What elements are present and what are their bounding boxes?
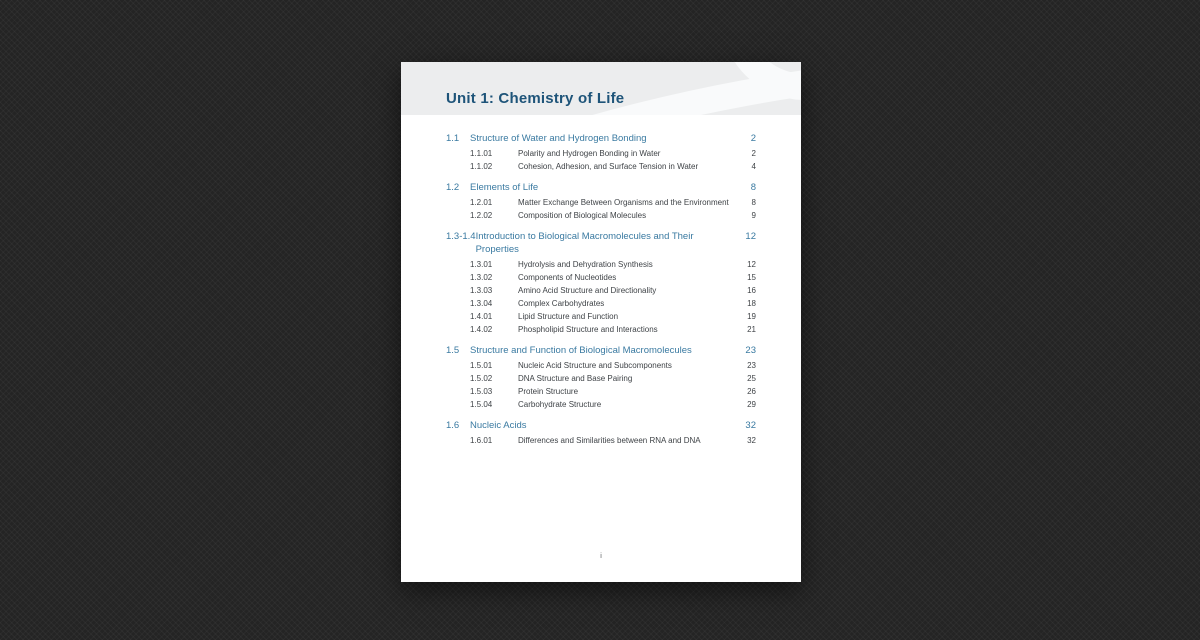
item-page: 4 (751, 162, 756, 171)
section-items (446, 258, 756, 336)
toc-item-row[interactable] (446, 284, 756, 297)
item-page: 2 (751, 149, 756, 158)
toc-item-row[interactable] (446, 323, 756, 336)
toc-section-row[interactable] (446, 181, 756, 194)
item-page: 8 (751, 198, 756, 207)
unit-title: Unit 1: Chemistry of Life (446, 90, 625, 107)
item-number: 1.1.02 (470, 162, 493, 171)
item-number: 1.5.03 (470, 387, 493, 396)
toc-item-row[interactable] (446, 271, 756, 284)
toc-section-group (446, 181, 756, 222)
toc-item-row[interactable] (446, 297, 756, 310)
toc-item-row[interactable] (446, 398, 756, 411)
section-title: Elements of Life (470, 182, 539, 193)
item-number: 1.2.02 (470, 211, 493, 220)
toc-item-row[interactable] (446, 258, 756, 271)
toc-section-row[interactable] (446, 344, 756, 357)
item-number: 1.5.01 (470, 361, 493, 370)
item-page: 16 (747, 286, 756, 295)
section-title: Structure and Function of Biological Macromolecules (470, 345, 692, 356)
item-number: 1.3.03 (470, 286, 493, 295)
item-number: 1.1.01 (470, 149, 493, 158)
section-items (446, 434, 756, 447)
toc-item-row[interactable] (446, 209, 756, 222)
toc-section-group (446, 230, 756, 336)
toc-item-row[interactable] (446, 160, 756, 173)
section-title: Nucleic Acids (470, 420, 527, 431)
item-title: Phospholipid Structure and Interactions (518, 325, 658, 334)
section-page: 2 (750, 133, 756, 144)
item-title: Composition of Biological Molecules (518, 211, 647, 220)
item-page: 29 (747, 400, 756, 409)
toc-section-group (446, 419, 756, 447)
item-number: 1.4.01 (470, 312, 493, 321)
section-title: Structure of Water and Hydrogen Bonding (470, 133, 647, 144)
section-page: 23 (745, 345, 756, 356)
item-page: 19 (747, 312, 756, 321)
item-title: Matter Exchange Between Organisms and the Environment (518, 198, 729, 207)
item-title: Hydrolysis and Dehydration Synthesis (518, 260, 653, 269)
section-page: 12 (745, 231, 756, 242)
item-title: Lipid Structure and Function (518, 312, 619, 321)
toc-item-row[interactable] (446, 310, 756, 323)
item-page: 18 (747, 299, 756, 308)
item-number: 1.2.01 (470, 198, 493, 207)
section-number: 1.2 (446, 182, 460, 193)
item-number: 1.4.02 (470, 325, 493, 334)
item-number: 1.3.04 (470, 299, 493, 308)
toc-section-group (446, 344, 756, 411)
item-title: Polarity and Hydrogen Bonding in Water (518, 149, 661, 158)
item-number: 1.3.01 (470, 260, 493, 269)
toc-item-row[interactable] (446, 434, 756, 447)
item-title: Amino Acid Structure and Directionality (518, 286, 657, 295)
section-page: 8 (750, 182, 756, 193)
item-number: 1.5.02 (470, 374, 493, 383)
item-title: Complex Carbohydrates (518, 299, 605, 308)
item-number: 1.5.04 (470, 400, 493, 409)
item-page: 23 (747, 361, 756, 370)
section-items (446, 196, 756, 222)
table-of-contents (401, 115, 801, 447)
item-title: Cohesion, Adhesion, and Surface Tension in Water (518, 162, 699, 171)
item-page: 26 (747, 387, 756, 396)
item-number: 1.3.02 (470, 273, 493, 282)
toc-section-group (446, 132, 756, 173)
section-title: Introduction to Biological Macromolecules and Their Properties (475, 231, 694, 255)
toc-item-row[interactable] (446, 196, 756, 209)
document-page (401, 62, 801, 582)
section-number: 1.1 (446, 133, 460, 144)
item-title: Differences and Similarities between RNA and DNA (518, 436, 701, 445)
section-number: 1.6 (446, 420, 460, 431)
item-page: 32 (747, 436, 756, 445)
item-title: Protein Structure (518, 387, 579, 396)
toc-item-row[interactable] (446, 372, 756, 385)
toc-section-row[interactable] (446, 230, 756, 256)
toc-section-row[interactable] (446, 132, 756, 145)
item-title: DNA Structure and Base Pairing (518, 374, 633, 383)
item-page: 25 (747, 374, 756, 383)
section-items (446, 147, 756, 173)
page-header (401, 62, 801, 115)
item-page: 21 (747, 325, 756, 334)
toc-item-row[interactable] (446, 385, 756, 398)
item-title: Components of Nucleotides (518, 273, 617, 282)
toc-section-row[interactable] (446, 419, 756, 432)
page-number: i (600, 553, 602, 560)
item-page: 12 (747, 260, 756, 269)
item-title: Carbohydrate Structure (518, 400, 602, 409)
section-number: 1.5 (446, 345, 460, 356)
section-page: 32 (745, 420, 756, 431)
page-footer (401, 545, 801, 563)
toc-item-row[interactable] (446, 359, 756, 372)
item-number: 1.6.01 (470, 436, 493, 445)
toc-item-row[interactable] (446, 147, 756, 160)
item-title: Nucleic Acid Structure and Subcomponents (518, 361, 672, 370)
section-items (446, 359, 756, 411)
section-number: 1.3-1.4 (446, 231, 476, 242)
item-page: 15 (747, 273, 756, 282)
item-page: 9 (751, 211, 756, 220)
